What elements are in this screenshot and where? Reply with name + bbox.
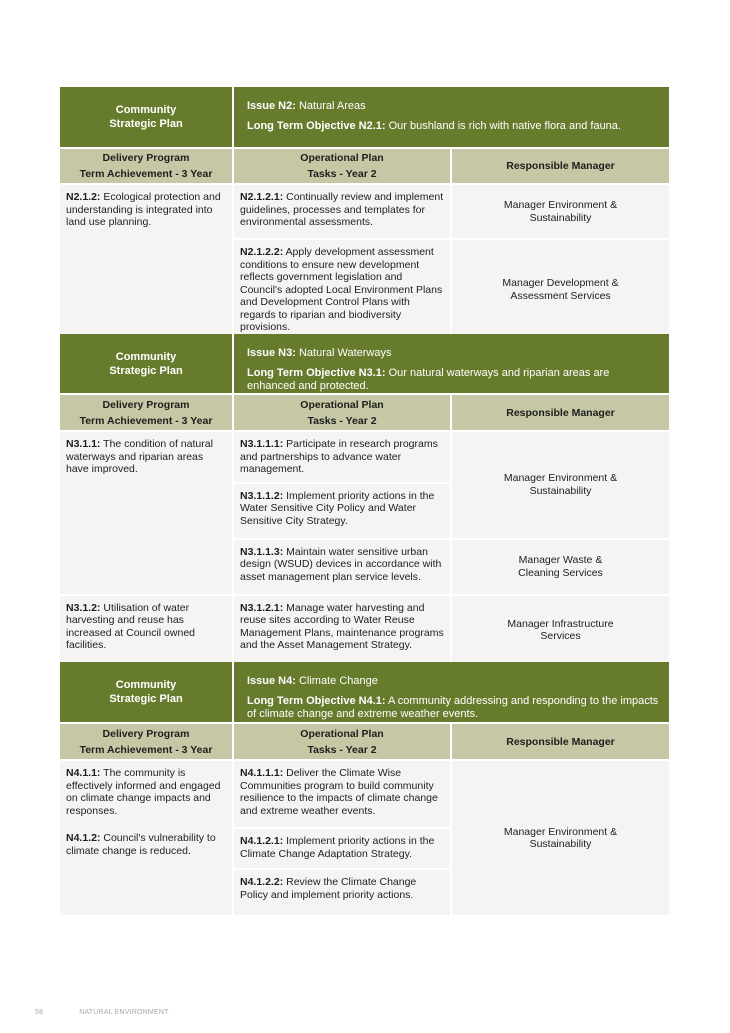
objective-text: Our bushland is rich with native flora and fauna.	[385, 120, 621, 132]
delivery-items	[60, 760, 233, 916]
issue-header	[233, 87, 669, 148]
objective-label: Long Term Objective N2.1:	[247, 120, 386, 132]
issue-text: Natural Waterways	[295, 347, 392, 359]
task-item: N2.1.2.1: Continually review and implement guidelines, processes and templates for environmental assessments.	[233, 184, 451, 239]
responsible-manager: Manager Environment & Sustainability	[451, 431, 669, 539]
operational-plan-header: Operational Plan Tasks - Year 2	[233, 148, 451, 184]
responsible-manager: Manager Infrastructure Services	[451, 595, 669, 666]
responsible-manager: Manager Development & Assessment Services	[451, 239, 669, 341]
responsible-manager: Manager Environment & Sustainability	[451, 760, 669, 916]
delivery-program-header: Delivery Program Term Achievement - 3 Year	[60, 723, 233, 760]
task-item: N3.1.2.1: Manage water harvesting and reuse sites according to Water Reuse Management Plans, maintenance programs and the Asset Management Strategy.	[233, 595, 451, 666]
issue-label: Issue N3:	[247, 347, 296, 359]
section-n4	[60, 662, 669, 917]
csp-header: Community Strategic Plan	[60, 662, 233, 723]
delivery-item: N3.1.1: The condition of natural waterways and riparian areas have improved.	[60, 431, 233, 595]
task-item: N4.1.1.1: Deliver the Climate Wise Communities program to build community resilience to the impacts of climate change and extreme weather events.	[233, 760, 451, 828]
task-item: N3.1.1.2: Implement priority actions in the Water Sensitive City Policy and Water Sensitive City Strategy.	[233, 483, 451, 539]
responsible-manager: Manager Waste & Cleaning Services	[451, 539, 669, 595]
objective-text: Our natural waterways and riparian areas are enhanced and protected.	[247, 367, 610, 392]
delivery-item: N4.1.2: Council's vulnerability to climate change is reduced.	[66, 832, 216, 857]
issue-header	[233, 334, 669, 394]
task-item: N4.1.2.2: Review the Climate Change Policy and implement priority actions.	[233, 869, 451, 916]
page-footer	[35, 1009, 205, 1016]
delivery-program-header: Delivery Program Term Achievement - 3 Year	[60, 394, 233, 431]
issue-label: Issue N2:	[247, 100, 296, 112]
task-item: N3.1.1.3: Maintain water sensitive urban design (WSUD) devices in accordance with asset management plan service levels.	[233, 539, 451, 595]
issue-text: Climate Change	[295, 675, 378, 687]
responsible-manager-header: Responsible Manager	[451, 148, 669, 184]
responsible-manager-header: Responsible Manager	[451, 394, 669, 431]
objective-text: A community addressing and responding to the impacts of climate change and extreme weather events.	[247, 695, 659, 720]
delivery-item: N4.1.1: The community is effectively informed and engaged on climate change impacts and responses.	[66, 767, 221, 817]
delivery-item: N2.1.2: Ecological protection and understanding is integrated into land use planning.	[60, 184, 233, 341]
issue-label: Issue N4:	[247, 675, 296, 687]
csp-header: Community Strategic Plan	[60, 334, 233, 394]
task-item: N3.1.1.1: Participate in research programs and partnerships to advance water management.	[233, 431, 451, 483]
issue-text: Natural Areas	[295, 100, 366, 112]
delivery-program-header: Delivery Program Term Achievement - 3 Year	[60, 148, 233, 184]
task-item: N2.1.2.2: Apply development assessment conditions to ensure new development reflects government legislation and Council's adopted Local Environment Plans and Development Control Plans with regards to riparian and biodiversity provisions.	[233, 239, 451, 341]
section-n2	[60, 87, 669, 342]
responsible-manager-header: Responsible Manager	[451, 723, 669, 760]
footer-section-name: NATURAL ENVIRONMENT	[79, 1009, 169, 1016]
objective-label: Long Term Objective N3.1:	[247, 367, 386, 379]
issue-header	[233, 662, 669, 723]
section-n3	[60, 334, 669, 667]
page-number: 58	[35, 1009, 44, 1016]
operational-plan-header: Operational Plan Tasks - Year 2	[233, 723, 451, 760]
operational-plan-header: Operational Plan Tasks - Year 2	[233, 394, 451, 431]
delivery-item: N3.1.2: Utilisation of water harvesting and reuse has increased at Council owned facilities.	[60, 595, 233, 666]
responsible-manager: Manager Environment & Sustainability	[451, 184, 669, 239]
task-item: N4.1.2.1: Implement priority actions in the Climate Change Adaptation Strategy.	[233, 828, 451, 869]
objective-label: Long Term Objective N4.1:	[247, 695, 386, 707]
csp-header: Community Strategic Plan	[60, 87, 233, 148]
